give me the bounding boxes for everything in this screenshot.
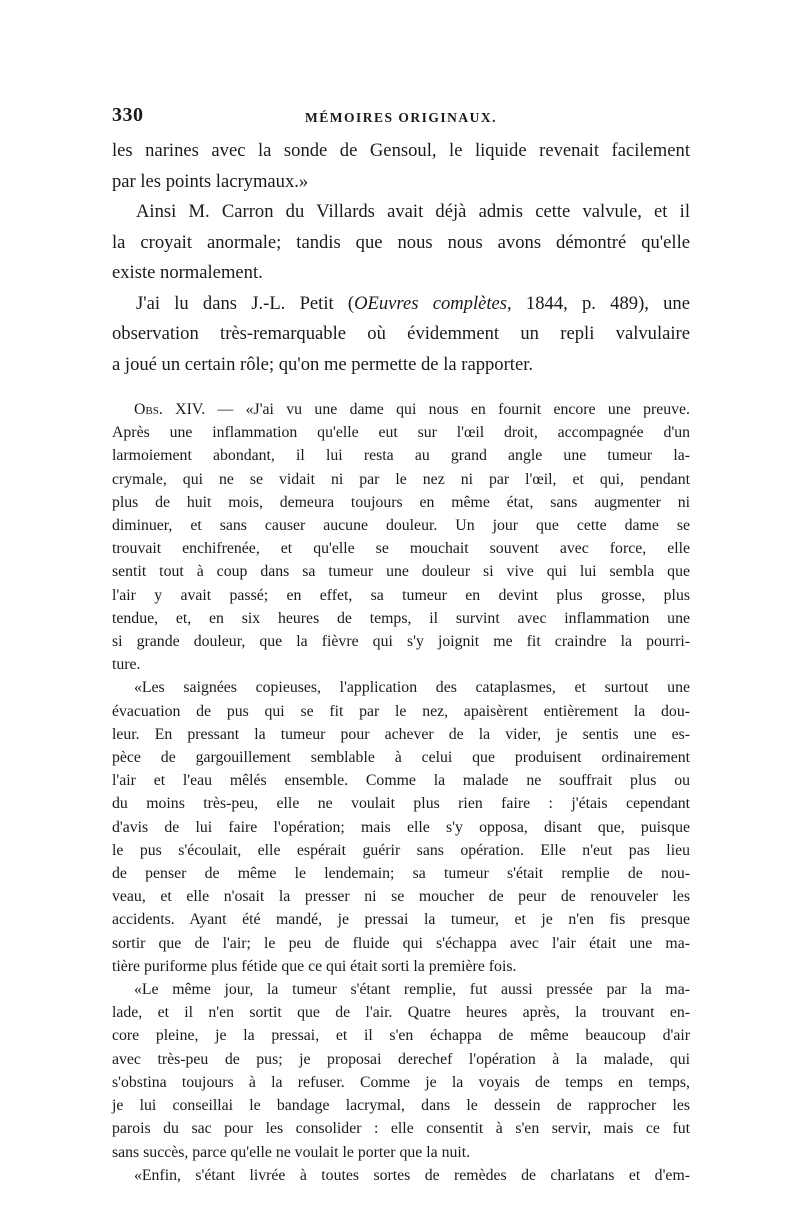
text-line: la croyait anormale; tandis que nous nous avons démontré qu'elle <box>112 231 690 253</box>
text-line: Ainsi M. Carron du Villards avait déjà admis cette valvule, et il <box>136 201 690 222</box>
text-line: tendue, et, en six heures de temps, il survint avec inflammation une <box>112 609 690 627</box>
text-line: avec très-peu de pus; je proposai derechef l'opération à la malade, qui <box>112 1050 690 1068</box>
observation-label: Obs. <box>134 401 163 418</box>
observation-heading-line <box>112 398 690 421</box>
text-line: d'avis de lui faire l'opération; mais elle s'y opposa, disant que, puisque <box>112 818 690 836</box>
text-line: sentit tout à coup dans sa tumeur une douleur si vive qui lui sembla que <box>112 563 690 581</box>
text-line: pèce de gargouillement semblable à celui que produisent ordinairement <box>112 749 690 767</box>
text-line: existe normalement. <box>112 262 263 283</box>
text-line: le pus s'écoulait, elle espérait guérir sans opération. Elle n'eut pas lieu <box>112 841 690 859</box>
text-line: si grande douleur, que la fièvre qui s'y joignit me fit craindre la pourri- <box>112 633 690 651</box>
text-line: les narines avec la sonde de Gensoul, le liquide revenait facilement <box>112 140 690 161</box>
text-line: diminuer, et sans causer aucune douleur. Un jour que cette dame se <box>112 517 690 535</box>
text-line: crymale, qui ne se vidait ni par le nez ni par l'œil, et qui, pendant <box>112 470 690 488</box>
text-line: trouvait enchifrenée, et qu'elle se mouchait souvent avec force, elle <box>112 540 690 558</box>
text-line: l'air y avait passé; en effet, sa tumeur en devint plus grosse, plus <box>112 586 690 604</box>
text-fragment: J'ai lu dans J.-L. Petit ( <box>136 292 355 314</box>
text-line: sortir que de l'air; le peu de fluide qui s'échappa avec l'air était une ma- <box>112 934 690 952</box>
text-line: lade, et il n'en sortit que de l'air. Quatre heures après, la trouvant en- <box>112 1004 690 1022</box>
text-line: a joué un certain rôle; qu'on me permette de la rapporter. <box>112 353 534 375</box>
text-line: «Enfin, s'étant livrée à toutes sortes de remèdes de charlatans et d'em- <box>134 1166 690 1184</box>
text-line: larmoiement abondant, il lui resta au grand angle une tumeur la- <box>112 447 690 465</box>
text-line: «Le même jour, la tumeur s'étant remplie, fut aussi pressée par la ma- <box>134 981 690 999</box>
text-line: observation très-remarquable où évidemment un repli valvulaire <box>112 323 690 344</box>
text-line: par les points lacrymaux.» <box>112 170 309 192</box>
page-number: 330 <box>112 104 144 126</box>
text-line: évacuation de pus qui se fit par le nez, apaisèrent entièrement la dou- <box>112 702 690 720</box>
text-line: du moins très-peu, elle ne voulait plus rien faire : j'étais cependant <box>112 795 690 813</box>
text-line: ture. <box>112 656 141 674</box>
text-line: accidents. Ayant été mandé, je pressai la tumeur, et je n'en fis presque <box>112 911 690 929</box>
text-line: core pleine, je la pressai, et il s'en échappa de même beaucoup d'air <box>112 1027 690 1045</box>
text-line: parois du sac pour les consolider : elle consentit à s'en servir, mais ce fut <box>112 1120 690 1138</box>
main-text <box>112 136 690 380</box>
running-title: MÉMOIRES ORIGINAUX. <box>304 110 497 125</box>
text-line: je lui conseillai le bandage lacrymal, dans le dessein de rapprocher les <box>112 1097 690 1115</box>
text-line: l'air et l'eau mêlés ensemble. Comme la malade ne souffrait plus ou <box>112 772 690 790</box>
text-line: sans succès, parce qu'elle ne voulait le porter que la nuit. <box>112 1143 471 1161</box>
text-line: plus de huit mois, demeura toujours en même état, sans augmenter ni <box>112 493 690 511</box>
text-line: tière puriforme plus fétide que ce qui était sorti la première fois. <box>112 957 517 975</box>
text-line: Après une inflammation qu'elle eut sur l'œil droit, accompagnée d'un <box>112 424 690 442</box>
text-line: leur. En pressant la tumeur pour achever de la vider, je sentis une es- <box>112 725 690 743</box>
text-line: veau, et elle n'osait la presser ni se moucher de peur de renouveler les <box>112 888 690 906</box>
text-line-with-citation <box>112 289 690 320</box>
observation-quote <box>112 398 690 1187</box>
text-line: «Les saignées copieuses, l'application des cataplasmes, et surtout une <box>134 679 690 697</box>
cited-work-title: OEuvres complètes <box>354 292 508 314</box>
text-line: de penser de même le lendemain; sa tumeur s'était remplie de nou- <box>112 865 690 883</box>
book-page <box>112 104 690 1187</box>
text-fragment: , 1844, p. 489), une <box>507 292 690 314</box>
text-fragment: XIV. — «J'ai vu une dame qui nous en fournit encore une preuve. <box>162 401 690 418</box>
running-head <box>112 104 690 134</box>
text-line: s'obstina toujours à la refuser. Comme je la voyais de temps en temps, <box>112 1073 690 1091</box>
